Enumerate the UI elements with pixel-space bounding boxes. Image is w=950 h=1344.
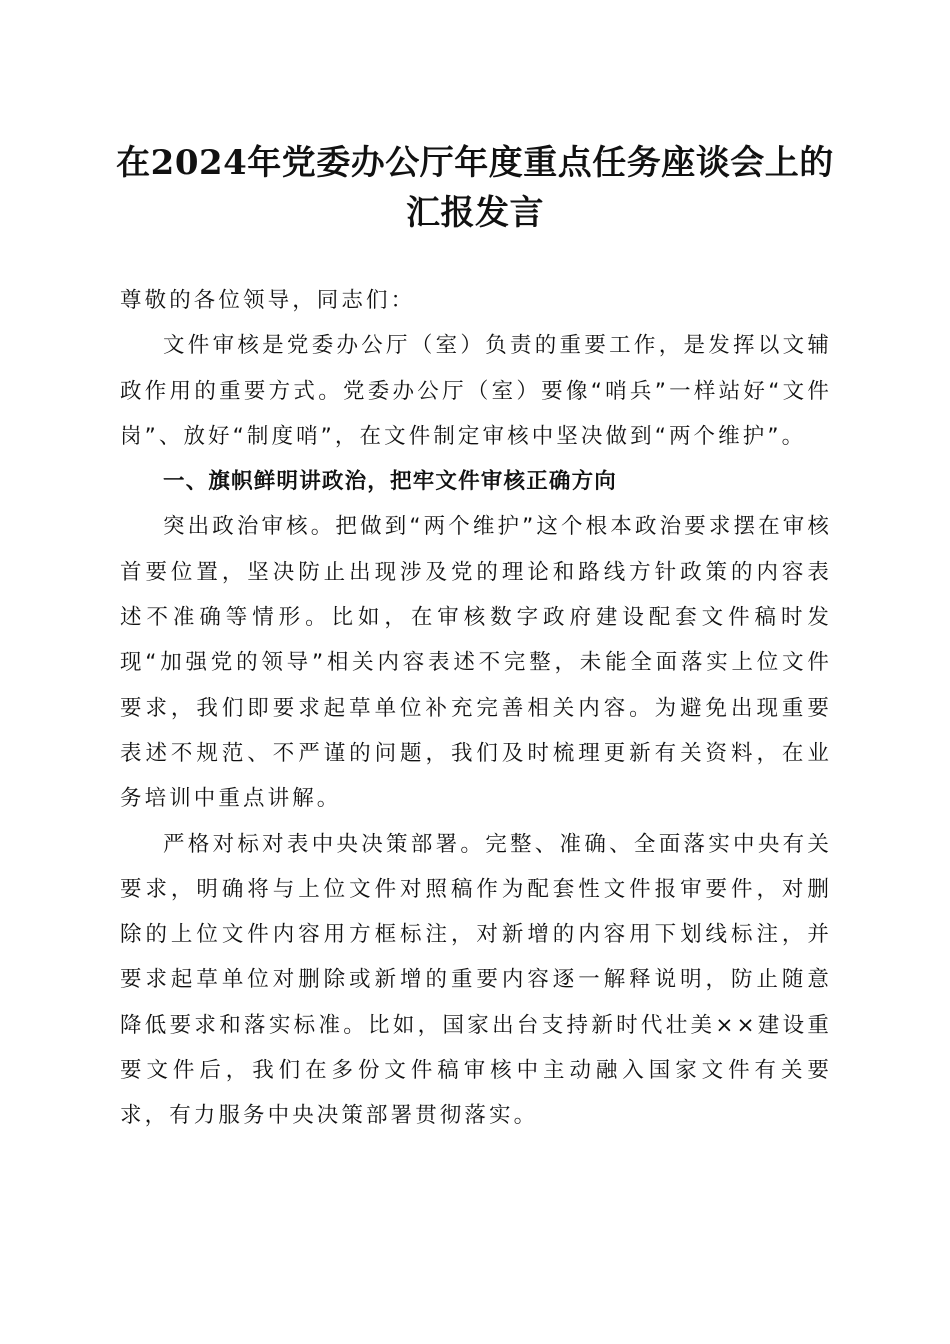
salutation: 尊敬的各位领导，同志们： xyxy=(120,288,416,313)
paragraph-political-review: 突出政治审核。把做到“两个维护”这个根本政治要求摆在审核首要位置，坚决防止出现涉及党的理论和路线方针政策的内容表述不准确等情形。比如，在审核数字政府建设配套文件稿时发现“加强党的领导”相关内容表述不完整，未能全面落实上位文件要求，我们即要求起草单位补充完善相关内容。为避免出现重要表述不规范、不严谨的问题，我们及时梳理更新有关资料，在业务培训中重点讲解。 xyxy=(120,514,832,812)
document-body xyxy=(120,278,832,1139)
section-heading: 一、旗帜鲜明讲政治，把牢文件审核正确方向 xyxy=(163,469,618,495)
paragraph-intro: 文件审核是党委办公厅（室）负责的重要工作，是发挥以文辅政作用的重要方式。党委办公厅（室）要像“哨兵”一样站好“文件岗”、放好“制度哨”，在文件制定审核中坚决做到“两个维护”。 xyxy=(120,333,832,449)
document-title: 在2024年党委办公厅年度重点任务座谈会上的汇报发言 xyxy=(116,143,834,233)
paragraph-central-decisions: 严格对标对表中央决策部署。完整、准确、全面落实中央有关要求，明确将与上位文件对照稿作为配套性文件报审要件，对删除的上位文件内容用方框标注，对新增的内容用下划线标注，并要求起草单位对删除或新增的重要内容逐一解释说明，防止随意降低要求和落实标准。比如，国家出台支持新时代壮美××建设重要文件后，我们在多份文件稿审核中主动融入国家文件有关要求，有力服务中央决策部署贯彻落实。 xyxy=(120,831,832,1129)
